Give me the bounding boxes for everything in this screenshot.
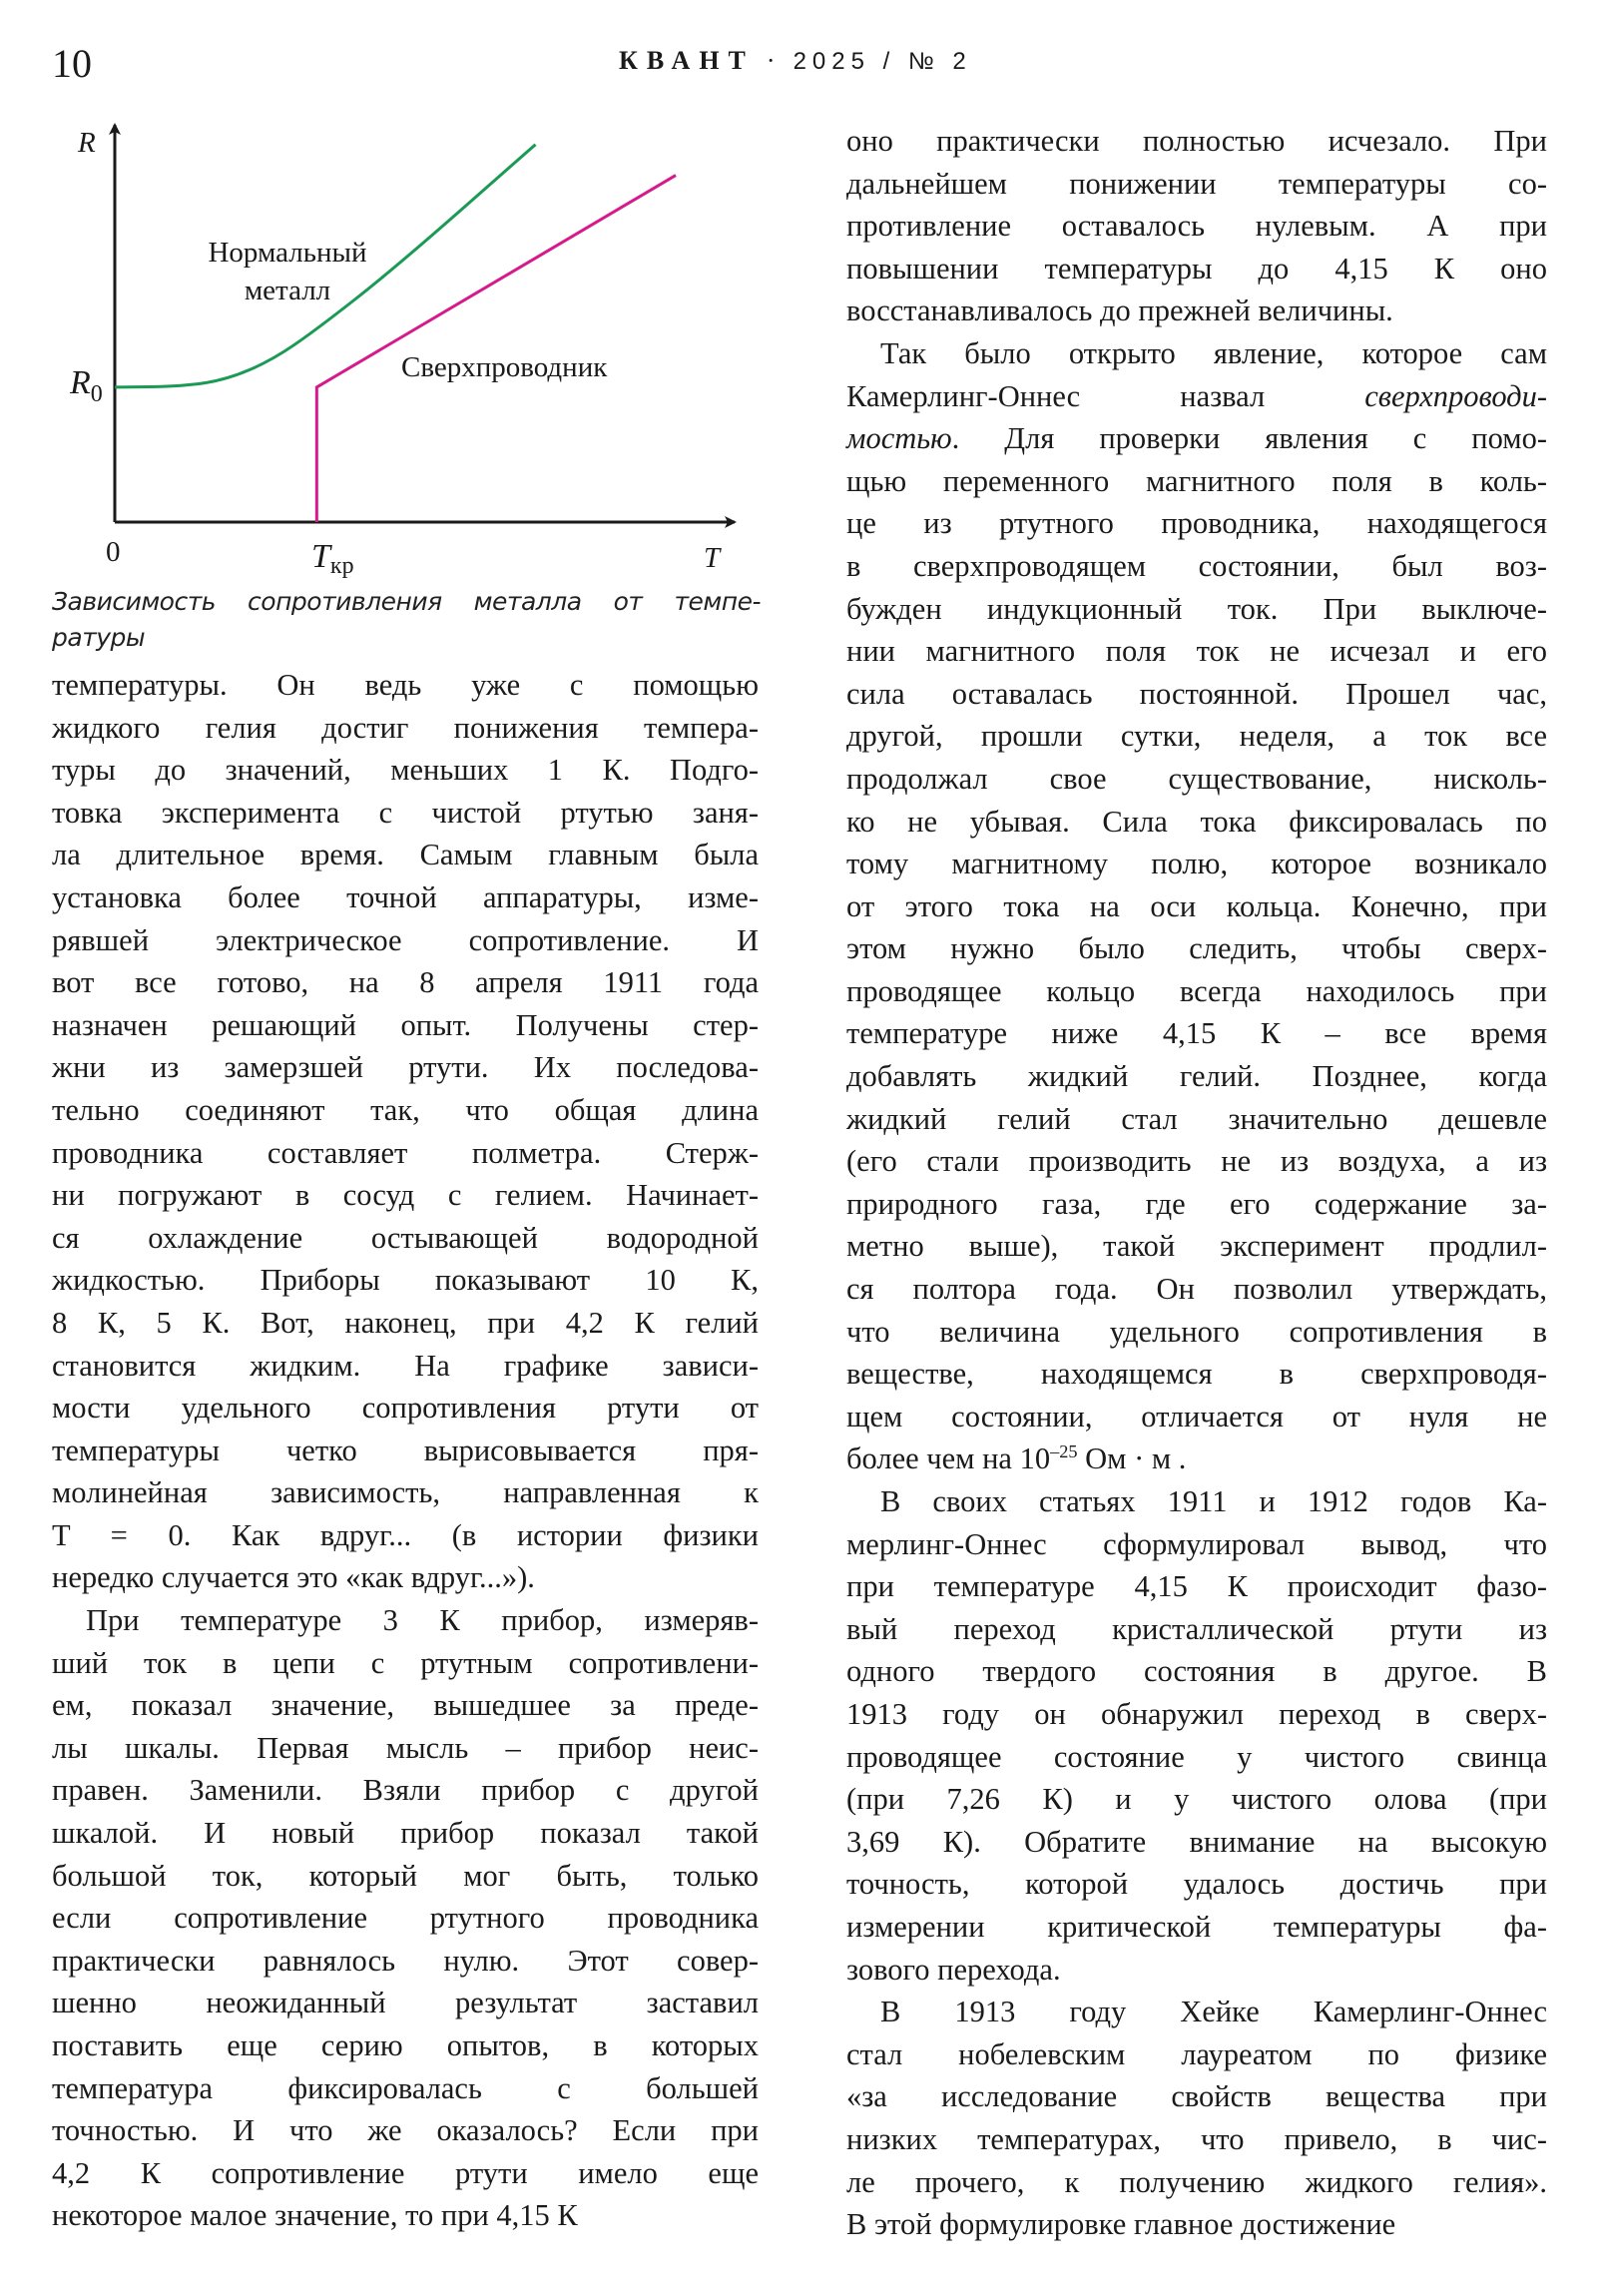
text-line: шкалой. И новый прибор показал такой [52, 1816, 759, 1851]
y-axis-label: R [78, 127, 96, 159]
text-line: правен. Заменили. Взяли прибор с другой [52, 1773, 759, 1808]
origin-tick-label: 0 [106, 536, 121, 568]
text-line: температура фиксировалась с большей [52, 2070, 759, 2105]
x-axis-label: T [704, 542, 721, 574]
header-separator: · [766, 46, 782, 75]
r0-sub: 0 [90, 381, 103, 407]
text-line: ни погружают в сосуд с гелием. Начинает- [52, 1178, 759, 1213]
text-line: точностью. И что же оказалось? Если при [52, 2113, 759, 2148]
text-line: проводящее состояние у чистого свинца [846, 1739, 1547, 1774]
text-line: природного газа, где его содержание за- [846, 1186, 1547, 1221]
text-line: жни из замерзшей ртути. Их последова- [52, 1050, 759, 1085]
paragraph [846, 120, 1547, 332]
text-line [846, 1437, 1547, 1480]
normal-metal-label-line1: Нормальный [208, 237, 367, 269]
text-line [846, 375, 1547, 418]
text-line: шенно неожиданный результат заставил [52, 1986, 759, 2020]
text-line: поставить еще серию опытов, в которых [52, 2028, 759, 2062]
text-line: этом нужно было следить, чтобы сверх- [846, 931, 1547, 966]
exponent: –25 [1050, 1441, 1078, 1462]
text-run: более чем на 10 [846, 1441, 1051, 1476]
caption-line: Зависимость сопротивления металла от темпе- [52, 587, 761, 616]
text-line: ко не убывая. Сила тока фиксировалась по [846, 804, 1547, 839]
text-line: 1913 году он обнаружил переход в сверх- [846, 1696, 1547, 1731]
text-line: (его стали производить не из воздуха, а из [846, 1144, 1547, 1179]
text-line: (при 7,26 К) и у чистого олова (при [846, 1782, 1547, 1817]
r0-main: R [70, 364, 91, 401]
text-line: В своих статьях 1911 и 1912 годов Ка- [880, 1484, 1547, 1518]
r0-tick-label [69, 364, 103, 407]
text-line: молинейная зависимость, направленная к [52, 1475, 759, 1510]
paragraph [52, 664, 759, 1599]
text-line: дальнейшем понижении температуры со- [846, 166, 1547, 201]
left-column [52, 664, 759, 2237]
text-line: товка эксперимента с чистой ртутью заня- [52, 795, 759, 830]
critical-temperature-tick-label [311, 538, 354, 579]
text-line: от этого тока на оси кольца. Конечно, при [846, 888, 1547, 923]
text-line: жидкий гелий стал значительно дешевле [846, 1101, 1547, 1136]
text-line: мости удельного сопротивления ртути от [52, 1391, 759, 1426]
text-line: повышении температуры до 4,15 К оно [846, 251, 1547, 286]
text-line: назначен решающий опыт. Получены стер- [52, 1007, 759, 1042]
text-line: оно практически полностью исчезало. При [846, 124, 1547, 158]
text-line: стал нобелевским лауреатом по физике [846, 2036, 1547, 2071]
text-line: одного твердого состояния в другое. В [846, 1654, 1547, 1689]
text-line: жидкого гелия достиг понижения темпера- [52, 710, 759, 745]
normal-metal-label-line2: металл [244, 275, 331, 306]
page-number: 10 [52, 41, 92, 86]
text-line: «за исследование свойств вещества при [846, 2079, 1547, 2114]
text-line: Так было открыто явление, которое сам [880, 335, 1547, 370]
text-line: мерлинг-Оннес сформулировал вывод, что [846, 1526, 1547, 1561]
tkr-sub: кр [329, 553, 354, 579]
text-line: щем состоянии, отличается от нуля не [846, 1399, 1547, 1434]
text-line: противление оставалось нулевым. А при [846, 209, 1547, 244]
text-line: нии магнитного поля ток не исчезал и его [846, 634, 1547, 669]
text-line: практически равнялось нулю. Этот совер- [52, 1943, 759, 1978]
superconductor-label: Сверхпроводник [401, 351, 608, 383]
text-line: низких температурах, что привело, в чис- [846, 2121, 1547, 2156]
text-line: При температуре 3 К прибор, измеряв- [86, 1603, 759, 1638]
text-line: тельно соединяют так, что общая длина [52, 1092, 759, 1127]
text-line: вый переход кристаллической ртути из [846, 1611, 1547, 1646]
text-run: Камерлинг-Оннес назвал [846, 378, 1365, 413]
text-run: . Для проверки явления с помо- [951, 421, 1547, 456]
text-line: в сверхпроводящем состоянии, был воз- [846, 548, 1547, 583]
italic-term: сверхпроводи- [1364, 378, 1547, 413]
text-line: вот все готово, на 8 апреля 1911 года [52, 965, 759, 1000]
text-line: если сопротивление ртутного проводника [52, 1901, 759, 1936]
text-line: точность, которой удалось достичь при [846, 1867, 1547, 1902]
text-line: ся охлаждение остывающей водородной [52, 1220, 759, 1255]
text-line: метно выше), такой эксперимент продлил- [846, 1229, 1547, 1264]
text-line: добавлять жидкий гелий. Позднее, когда [846, 1059, 1547, 1094]
issue-number: 2025 / № 2 [793, 48, 972, 75]
unit: Ом · м . [1077, 1441, 1187, 1476]
tkr-main: T [311, 538, 330, 575]
text-line: ший ток в цепи с ртутным сопротивлени- [52, 1645, 759, 1680]
text-line: температуры четко вырисовывается пря- [52, 1433, 759, 1467]
text-line: температуре ниже 4,15 К – все время [846, 1016, 1547, 1051]
text-line: зового перехода. [846, 1952, 1061, 1987]
text-line: бужден индукционный ток. При выключе- [846, 591, 1547, 626]
figure-caption [52, 584, 761, 656]
text-line: ле прочего, к получению жидкого гелия». [846, 2164, 1547, 2199]
italic-term: мостью [846, 421, 952, 456]
text-line: 4,2 К сопротивление ртути имело еще [52, 2155, 759, 2190]
paragraph [846, 1480, 1547, 1991]
text-line: тому магнитному полю, которое возникало [846, 847, 1547, 881]
text-line: лы шкалы. Первая мысль – прибор неис- [52, 1730, 759, 1765]
text-line: T = 0. Как вдруг... (в истории физики [52, 1517, 759, 1552]
text-line: щью переменного магнитного поля в коль- [846, 463, 1547, 498]
text-line: большой ток, который мог быть, только [52, 1858, 759, 1893]
text-line: В этой формулировке главное достижение [846, 2207, 1396, 2242]
text-line: нередко случается это «как вдруг...»). [52, 1560, 535, 1595]
text-line: рявшей электрическое сопротивление. И [52, 922, 759, 957]
text-line: измерении критической температуры фа- [846, 1909, 1547, 1944]
text-line: некоторое малое значение, то при 4,15 К [52, 2198, 578, 2233]
text-line: проводника составляет полметра. Стерж- [52, 1135, 759, 1170]
journal-title: КВАНТ [619, 46, 755, 75]
right-column [846, 120, 1547, 2246]
text-line: сила оставалась постоянной. Прошел час, [846, 676, 1547, 711]
text-line: 8 К, 5 К. Вот, наконец, при 4,2 К гелий [52, 1305, 759, 1340]
text-line: при температуре 4,15 К происходит фазо- [846, 1569, 1547, 1604]
text-line: В 1913 году Хейке Камерлинг-Оннес [880, 1995, 1547, 2029]
paragraph [846, 1991, 1547, 2246]
text-line [846, 417, 1547, 460]
text-line: веществе, находящемся в сверхпроводя- [846, 1357, 1547, 1392]
text-line: температуры. Он ведь уже с помощью [52, 668, 759, 702]
text-line: ся полтора года. Он позволил утверждать, [846, 1272, 1547, 1307]
text-line: что величина удельного сопротивления в [846, 1314, 1547, 1349]
text-line: восстанавливалось до прежней величины. [846, 293, 1393, 328]
resistance-temperature-chart [0, 0, 798, 579]
text-line: це из ртутного проводника, находящегося [846, 506, 1547, 541]
text-line: жидкостью. Приборы показывают 10 К, [52, 1263, 759, 1298]
text-line: ла длительное время. Самым главным была [52, 838, 759, 872]
text-line: ем, показал значение, вышедшее за преде- [52, 1688, 759, 1723]
text-line: установка более точной аппаратуры, изме- [52, 879, 759, 914]
series-line-superconductor [316, 176, 676, 522]
text-line: продолжал свое существование, нисколь- [846, 761, 1547, 796]
text-line: проводящее кольцо всегда находилось при [846, 973, 1547, 1008]
caption-line: ратуры [52, 623, 146, 652]
text-line: туры до значений, меньших 1 К. Подго- [52, 753, 759, 788]
paragraph [52, 1599, 759, 2237]
text-line: становится жидким. На графике зависи- [52, 1348, 759, 1383]
paragraph [846, 332, 1547, 1480]
text-line: другой, прошли сутки, неделя, а ток все [846, 719, 1547, 754]
text-line: 3,69 К). Обратите внимание на высокую [846, 1824, 1547, 1859]
